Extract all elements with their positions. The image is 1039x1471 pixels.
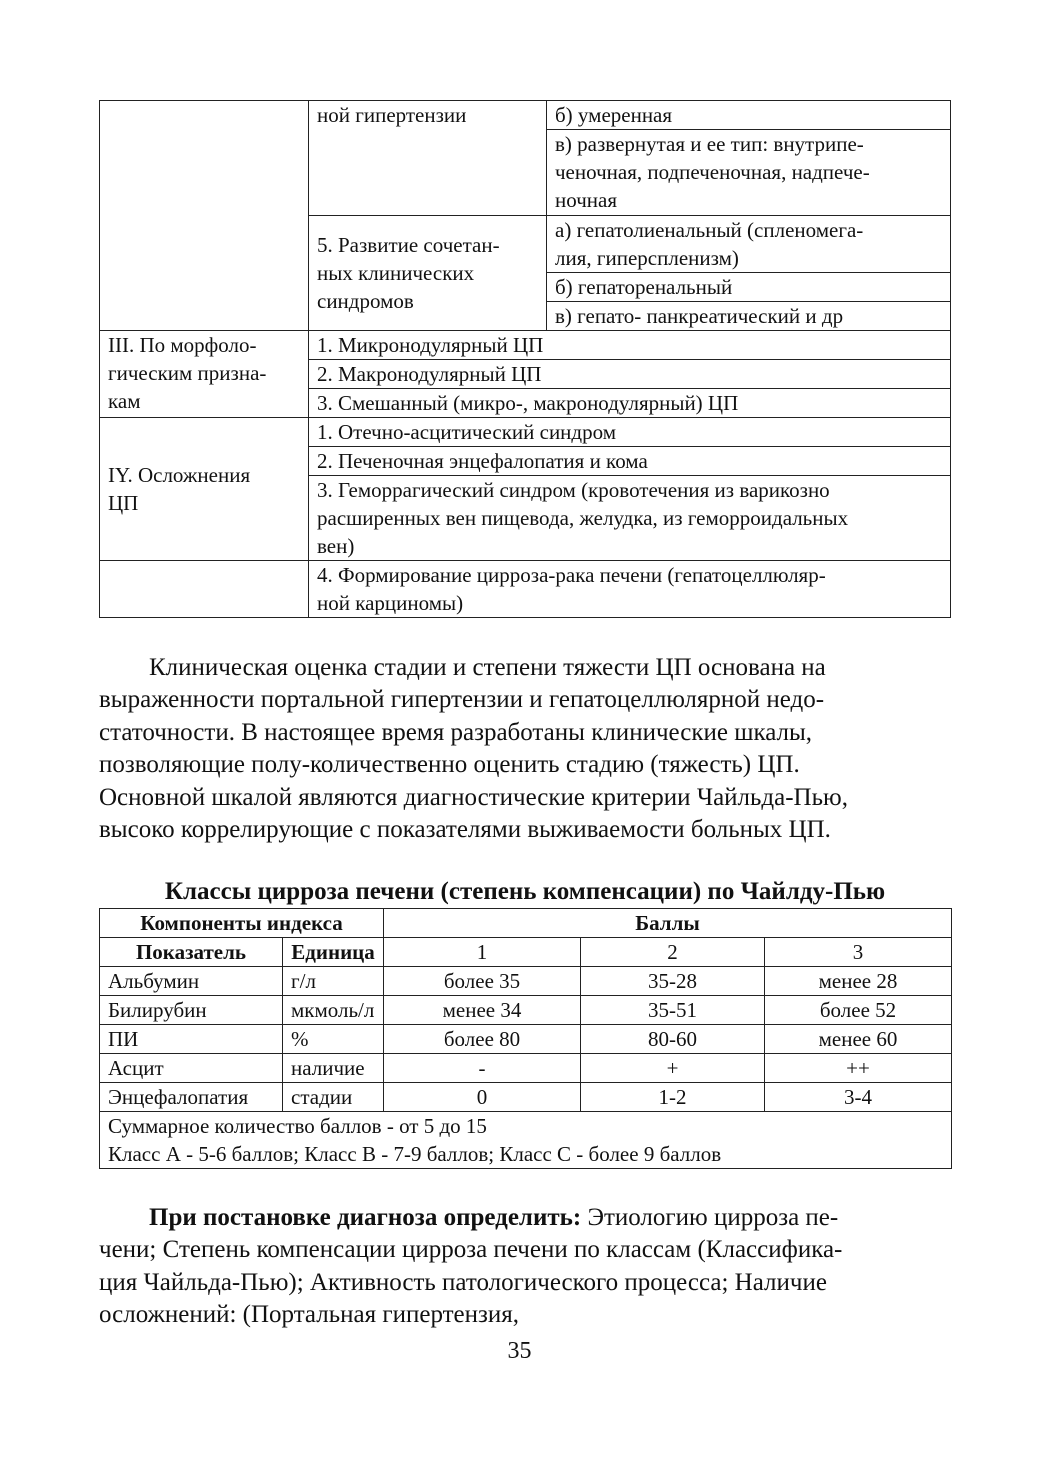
paragraph-line: Основной шкалой являются диагностические критерии Чайльда-Пью,	[99, 783, 848, 811]
table-footer	[100, 1112, 952, 1169]
footer-class-ranges: Класс А - 5-6 баллов; Класс В - 7-9 баллов; Класс С - более 9 баллов	[108, 1142, 722, 1166]
table-caption: Классы цирроза печени (степень компенсации) по Чайлду-Пью	[164, 878, 886, 905]
paragraph-line: чени; Степень компенсации цирроза печени по классам (Классифика-	[99, 1236, 843, 1264]
unit-cell: стадии	[283, 1083, 384, 1112]
paragraph-clinical-assessment	[99, 652, 951, 846]
paragraph-line: высоко коррелирующие с показателями выживаемости больных ЦП.	[99, 816, 831, 844]
unit-cell: г/л	[283, 967, 384, 996]
indicator-cell: Альбумин	[100, 967, 283, 996]
score-cell: более 80	[384, 1025, 581, 1054]
unit-cell: мкмоль/л	[283, 996, 384, 1025]
classification-table	[99, 100, 951, 618]
score-cell: +	[581, 1054, 765, 1083]
empty-cell	[100, 561, 309, 618]
score-cell: менее 28	[765, 967, 952, 996]
row-d-item-1: 1. Отечно-асцитический синдром	[309, 418, 951, 447]
score-cell: 3-4	[765, 1083, 952, 1112]
paragraph-line: статочности. В настоящее время разработаны клинические шкалы,	[99, 718, 813, 746]
score-cell: 35-51	[581, 996, 765, 1025]
paragraph-line	[99, 1202, 951, 1234]
row-b-item-3: в) гепато- панкреатический и др	[547, 302, 951, 331]
score-cell: менее 34	[384, 996, 581, 1025]
header-unit: Единица	[283, 938, 384, 967]
row-b-item-1: а) гепатолиенальный (спленомега- лия, гиперспленизм)	[547, 216, 951, 273]
empty-cell	[100, 101, 309, 216]
indicator-cell: Энцефалопатия	[100, 1083, 283, 1112]
paragraph-line: выраженности портальной гипертензии и гепатоцеллюлярной недо-	[99, 686, 825, 714]
row-b-item-2: б) гепаторенальный	[547, 273, 951, 302]
row-a-item-2: в) развернутая и ее тип: внутрипе- ченочная, подпеченочная, надпече- ночная	[547, 130, 951, 216]
row-c-col1: III. По морфоло- гическим призна- кам	[100, 331, 309, 418]
page-number: 35	[507, 1338, 532, 1364]
score-cell: 0	[384, 1083, 581, 1112]
row-c-item-3: 3. Смешанный (микро-, макронодулярный) ЦП	[309, 389, 951, 418]
row-d-item-3: 3. Геморрагический синдром (кровотечения из варикозно расширенных вен пищевода, желудка, из геморроидальных вен)	[309, 476, 951, 561]
lead-rest: Этиологию цирроза пе-	[581, 1204, 839, 1231]
score-cell: -	[384, 1054, 581, 1083]
bold-lead: При постановке диагноза определить:	[149, 1204, 582, 1231]
table-row	[100, 967, 952, 996]
table-row	[100, 1025, 952, 1054]
header-score: 3	[765, 938, 952, 967]
score-cell: 80-60	[581, 1025, 765, 1054]
row-c-item-1: 1. Микронодулярный ЦП	[309, 331, 951, 360]
header-score: 2	[581, 938, 765, 967]
score-cell: 1-2	[581, 1083, 765, 1112]
unit-cell: %	[283, 1025, 384, 1054]
paragraph-line: осложнений: (Портальная гипертензия,	[99, 1301, 520, 1329]
row-a-col2: ной гипертензии	[309, 101, 547, 216]
paragraph-line: Клиническая оценка стадии и степени тяжести ЦП основана на	[149, 654, 826, 681]
score-cell: более 52	[765, 996, 952, 1025]
table-row	[100, 1054, 952, 1083]
table-row	[100, 1083, 952, 1112]
paragraph-line: позволяющие полу-количественно оценить стадию (тяжесть) ЦП.	[99, 751, 800, 779]
row-a-item-1: б) умеренная	[547, 101, 951, 130]
paragraph-diagnosis	[99, 1202, 951, 1332]
indicator-cell: ПИ	[100, 1025, 283, 1054]
score-cell: ++	[765, 1054, 952, 1083]
header-components: Компоненты индекса	[100, 909, 384, 938]
score-cell: менее 60	[765, 1025, 952, 1054]
child-pugh-table	[99, 908, 952, 1169]
score-cell: 35-28	[581, 967, 765, 996]
row-b-col2: 5. Развитие сочетан- ных клинических синдромов	[309, 216, 547, 331]
header-points: Баллы	[384, 909, 952, 938]
row-c-item-2: 2. Макронодулярный ЦП	[309, 360, 951, 389]
row-d-item-2: 2. Печеночная энцефалопатия и кома	[309, 447, 951, 476]
score-cell: более 35	[384, 967, 581, 996]
table-row	[100, 996, 952, 1025]
header-indicator: Показатель	[100, 938, 283, 967]
paragraph-line: ция Чайльда-Пью); Активность патологического процесса; Наличие	[99, 1268, 827, 1296]
header-score: 1	[384, 938, 581, 967]
row-d-item-4: 4. Формирование цирроза-рака печени (гепатоцеллюляр- ной карциномы)	[309, 561, 951, 618]
indicator-cell: Асцит	[100, 1054, 283, 1083]
footer-total-points: Суммарное количество баллов - от 5 до 15	[108, 1114, 487, 1138]
unit-cell: наличие	[283, 1054, 384, 1083]
empty-cell	[100, 216, 309, 331]
row-d-col1: IY. Осложнения ЦП	[100, 418, 309, 561]
indicator-cell: Билирубин	[100, 996, 283, 1025]
